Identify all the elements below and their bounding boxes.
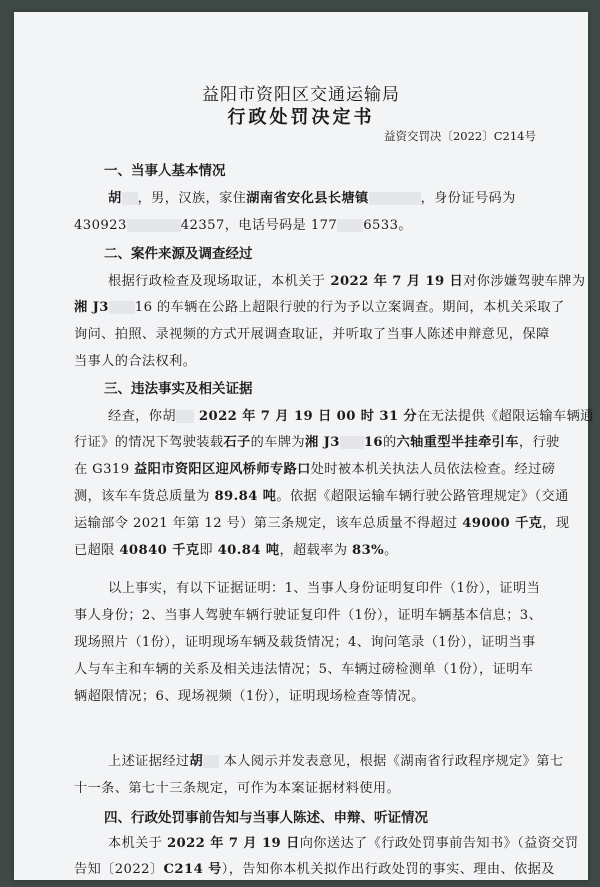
section-heading-3: 三、违法事实及相关证据	[104, 381, 253, 397]
redaction-mark	[337, 219, 363, 232]
facts-line-6	[74, 539, 398, 558]
party-name: 胡	[108, 191, 122, 206]
plate-prefix: 湘 J3	[74, 300, 109, 315]
redaction-mark	[109, 301, 135, 314]
evidence-review-line-1	[108, 750, 563, 769]
phone-suffix: 6533。	[363, 218, 412, 233]
case-text: 根据行政检查及现场取证，本机关于	[108, 274, 326, 289]
evidence-line-1: 以上事实，有以下证据证明：1、当事人身份证明复印件（1份），证明当	[108, 581, 541, 596]
facts-weight: 89.84 吨	[214, 489, 277, 504]
facts-text: 已超限	[74, 543, 120, 558]
facts-text: 在 G319	[74, 462, 135, 477]
facts-text: 运输部令 2021 年第 12 号）第三条规定，该车总质量不得超过	[74, 516, 463, 531]
facts-text: 在无法提供《超限运输车辆通	[417, 409, 594, 424]
facts-text: 。	[384, 543, 398, 558]
facts-text: ，现	[542, 516, 570, 531]
section-heading-4: 四、行政处罚事前告知与当事人陈述、申辩、听证情况	[104, 810, 428, 826]
notice-text: 本机关于	[108, 836, 167, 851]
case-source-line-1	[108, 270, 585, 289]
facts-text: 处时被本机关执法人员依法检查。经过磅	[310, 462, 556, 477]
redaction-mark	[176, 410, 194, 423]
case-text: 对你涉嫌驾驶车牌为	[463, 274, 586, 289]
evidence-line-3: 现场照片（1份），证明现场车辆及载货情况；4、询问笔录（1份），证明当事	[74, 635, 536, 650]
redaction-mark	[203, 755, 219, 768]
facts-plate-suffix: 16	[363, 435, 383, 450]
review-name: 胡	[189, 754, 204, 769]
notice-text: 告知〔2022〕	[74, 862, 164, 877]
facts-limit: 49000 千克	[462, 516, 543, 531]
document-number: 益资交罚决〔2022〕C214号	[383, 129, 536, 143]
facts-line-3	[74, 458, 555, 477]
facts-line-5	[74, 512, 569, 531]
evidence-review-line-2: 十一条、第七十三条规定，可作为本案证据材料使用。	[74, 781, 401, 796]
notice-line-1	[108, 832, 578, 851]
evidence-line-2: 事人身份；2、当事人驾驶车辆行驶证复印件（1份），证明车辆基本信息；3、	[74, 608, 543, 623]
redaction-mark	[127, 219, 181, 232]
case-date: 2022 年 7 月 19 日	[325, 274, 464, 289]
review-text: 上述证据经过	[108, 754, 190, 769]
party-address: 湖南省安化县长塘镇	[246, 191, 369, 206]
facts-line-2	[74, 431, 560, 450]
notice-date: 2022 年 7 月 19 日	[166, 836, 300, 851]
facts-text: 。依据《超限运输车辆行驶公路管理规定》（交通	[276, 489, 569, 504]
facts-text: 经查，你胡	[108, 409, 176, 424]
section-heading-2: 二、案件来源及调查经过	[104, 246, 253, 262]
case-source-line-3: 询问、拍照、录视频的方式开展调查取证，并听取了当事人陈述申辩意见，保障	[74, 327, 550, 342]
redaction-mark	[369, 192, 421, 205]
facts-plate: 湘 J3	[305, 435, 340, 450]
facts-text: 测，该车车货总质量为	[74, 489, 215, 504]
id-suffix-phone: 42357，电话号码是 177	[180, 218, 338, 233]
id-label: ，身份证号码为	[420, 191, 516, 206]
facts-text: 即	[199, 543, 218, 558]
facts-vehicle: 六轴重型半挂牵引车	[396, 435, 519, 450]
facts-location: 益阳市资阳区迎风桥师专路口	[134, 462, 311, 477]
case-source-line-4: 当事人的合法权利。	[74, 354, 197, 369]
facts-line-4	[74, 485, 569, 504]
facts-datetime: 2022 年 7 月 19 日 00 时 31 分	[193, 409, 418, 424]
case-source-line-2	[74, 296, 565, 315]
facts-text: ，超载率为	[279, 543, 352, 558]
facts-rate: 83%	[352, 543, 385, 558]
notice-text: ），告知你本机关拟作出行政处罚的事实、理由、依据及	[221, 862, 555, 877]
section-heading-1: 一、当事人基本情况	[104, 163, 226, 179]
facts-text: ，行驶	[518, 435, 560, 450]
facts-cargo: 石子	[223, 435, 251, 450]
facts-text: 的	[382, 435, 397, 450]
case-text: 16 的车辆在公路上超限行驶的行为予以立案调查。期间，本机关采取了	[134, 300, 565, 315]
notice-line-2	[74, 858, 555, 877]
redaction-mark	[340, 436, 364, 449]
notice-text: 向你送达了《行政处罚事前告知书》（益资交罚	[299, 836, 579, 851]
redaction-mark	[122, 192, 138, 205]
party-info-line-1	[108, 187, 516, 206]
facts-over-weight: 40.84 吨	[217, 543, 280, 558]
facts-line-1	[108, 405, 594, 424]
facts-text: 行证》的情况下驾驶装载	[74, 435, 224, 450]
document-page	[14, 12, 594, 880]
review-text: 本人阅示并发表意见，根据《湖南省行政程序规定》第七	[219, 754, 564, 769]
party-gender-ethnicity: ，男，汉族，家住	[137, 191, 247, 206]
evidence-line-5: 辆超限情况；6、现场视频（1份），证明现场检查等情况。	[74, 689, 425, 704]
notice-code: C214 号	[163, 862, 222, 877]
issuing-organization: 益阳市资阳区交通运输局	[202, 85, 400, 105]
id-prefix: 430923	[74, 218, 127, 233]
party-info-line-2	[74, 214, 412, 233]
document-title: 行政处罚决定书	[227, 107, 375, 128]
facts-over: 40840 千克	[119, 543, 200, 558]
evidence-line-4: 人与车主和车辆的关系及相关违法情况；5、车辆过磅检测单（1份），证明车	[74, 662, 534, 677]
facts-text: 的车牌为	[250, 435, 306, 450]
